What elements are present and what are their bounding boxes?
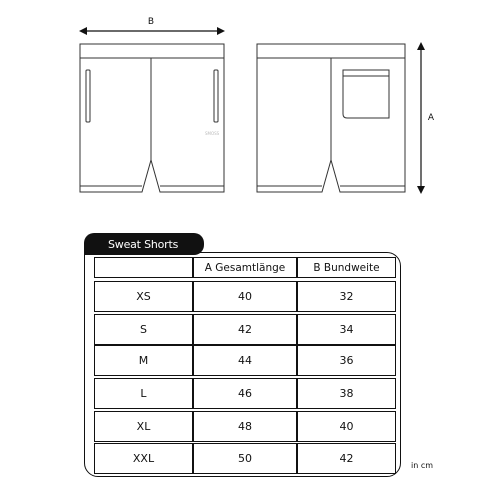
header-cell-width: B Bundweite (297, 257, 396, 278)
size-cell: XXL (94, 443, 193, 474)
width-cell: 32 (297, 281, 396, 312)
dimension-b-label: B (147, 17, 155, 27)
size-cell: XL (94, 411, 193, 442)
header-cell-empty (94, 257, 193, 278)
length-cell: 44 (193, 345, 297, 376)
width-cell: 42 (297, 443, 396, 474)
width-cell: 40 (297, 411, 396, 442)
size-cell: S (94, 314, 193, 345)
size-cell: M (94, 345, 193, 376)
shorts-back-view (257, 44, 405, 192)
length-cell: 46 (193, 378, 297, 409)
length-cell: 48 (193, 411, 297, 442)
size-cell: L (94, 378, 193, 409)
size-cell: XS (94, 281, 193, 312)
shorts-technical-drawing (0, 0, 480, 230)
length-cell: 50 (193, 443, 297, 474)
unit-label: in cm (411, 461, 434, 470)
dimension-a-label: A (427, 113, 435, 123)
width-cell: 36 (297, 345, 396, 376)
width-cell: 38 (297, 378, 396, 409)
length-cell: 40 (193, 281, 297, 312)
length-cell: 42 (193, 314, 297, 345)
header-cell-length: A Gesamtlänge (193, 257, 297, 278)
brand-print: SMOSS (205, 131, 220, 136)
shorts-front-view (80, 44, 224, 192)
size-table-title: Sweat Shorts (84, 233, 204, 255)
width-cell: 34 (297, 314, 396, 345)
